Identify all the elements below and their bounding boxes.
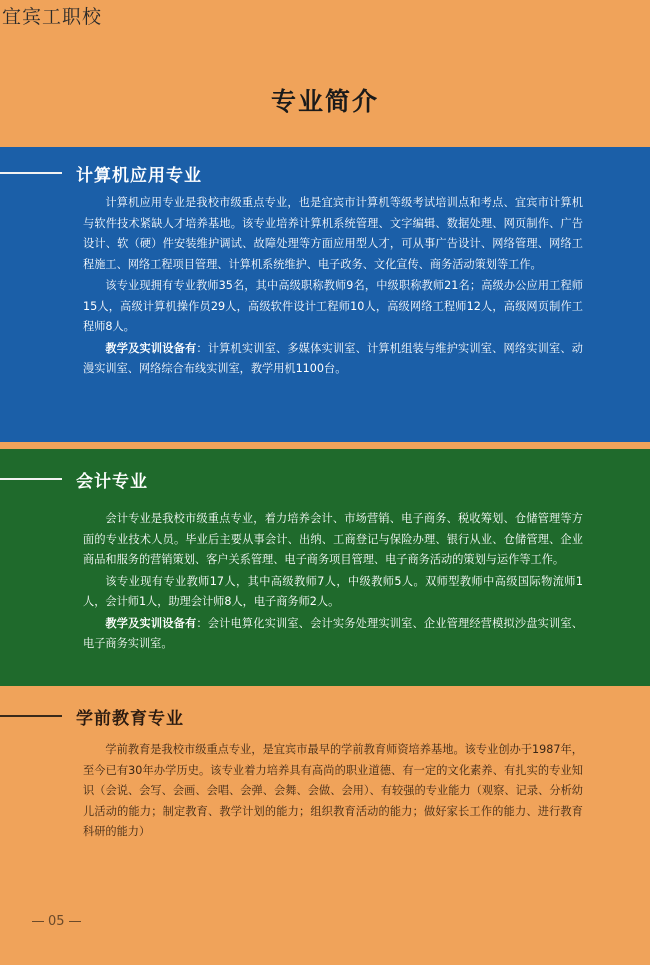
page-title: 专业简介 <box>270 87 379 116</box>
paragraph: 学前教育是我校市级重点专业，是宜宾市最早的学前教育师资培养基地。该专业创办于1987年，至今已有30年办学历史。该专业着力培养具有高尚的职业道德、有一定的文化素养、有扎实的专业知识（会说、会写、会画、会唱、会弹、会舞、会做、会用）、有较强的专业能力（观察、记录、分析幼儿活动的能力；制定教育、教学计划的能力；组织教育活动的能力；做好家长工作的能力、进行教育科研的能力） <box>83 743 583 838</box>
section-computer <box>0 147 650 442</box>
watermark-text: 宜宾工职校 <box>2 6 103 28</box>
heading-rule <box>0 172 62 174</box>
paragraph: 会计专业是我校市级重点专业，着力培养会计、市场营销、电子商务、税收筹划、仓储管理等方面的专业技术人员。毕业后主要从事会计、出纳、工商登记与保险办理、银行从业、仓储管理、企业商品和服务的营销策划、客户关系管理、电子商务项目管理、电子商务活动的策划与运作等工作。 <box>83 512 583 566</box>
equipment-text: ：计算机实训室、多媒体实训室、计算机组装与维护实训室、网络实训室、动漫实训室、网络综合布线实训室，教学用机1100台。 <box>83 341 583 375</box>
paragraph: 计算机应用专业是我校市级重点专业，也是宜宾市计算机等级考试培训点和考点、宜宾市计算机与软件技术紧缺人才培养基地。该专业培养计算机系统管理、文字编辑、数据处理、网页制作、广告设计、软（硬）件安装维护调试、故障处理等方面应用型人才，可从事广告设计、网络管理、网络工程施工、网络工程项目管理、计算机系统维护、电子政务、文化宣传、商务活动策划等工作。 <box>83 196 583 271</box>
page-number-text: 05 <box>48 914 65 929</box>
equipment-paragraph <box>83 339 583 380</box>
paragraph: 该专业现拥有专业教师35名，其中高级职称教师9名，中级职称教师21名；高级办公应用工程师15人，高级计算机操作员29人，高级软件设计工程师10人，高级网络工程师12人，高级网页制作工程师8人。 <box>83 279 583 333</box>
section-heading <box>0 704 184 728</box>
section-preschool <box>0 692 650 877</box>
dash-right <box>69 921 81 922</box>
heading-rule <box>0 478 62 480</box>
equipment-label: 教学及实训设备有 <box>105 341 197 355</box>
section-heading <box>0 161 202 185</box>
equipment-paragraph <box>83 614 583 655</box>
section-heading <box>0 467 148 491</box>
section-title: 学前教育专业 <box>76 708 184 729</box>
equipment-label: 教学及实训设备有 <box>105 616 197 630</box>
section-title: 会计专业 <box>76 471 148 492</box>
section-title: 计算机应用专业 <box>76 165 202 186</box>
paragraph: 该专业现有专业教师17人，其中高级教师7人，中级教师5人。双师型教师中高级国际物流师1人，会计师1人，助理会计师8人，电子商务师2人。 <box>83 574 583 608</box>
section-body <box>83 740 583 844</box>
dash-left <box>32 921 44 922</box>
page-number <box>28 914 85 929</box>
equipment-text: ：会计电算化实训室、会计实务处理实训室、企业管理经营模拟沙盘实训室、电子商务实训室。 <box>83 616 583 650</box>
section-accounting <box>0 449 650 686</box>
heading-rule <box>0 715 62 717</box>
section-body <box>83 509 583 656</box>
section-body <box>83 193 583 381</box>
